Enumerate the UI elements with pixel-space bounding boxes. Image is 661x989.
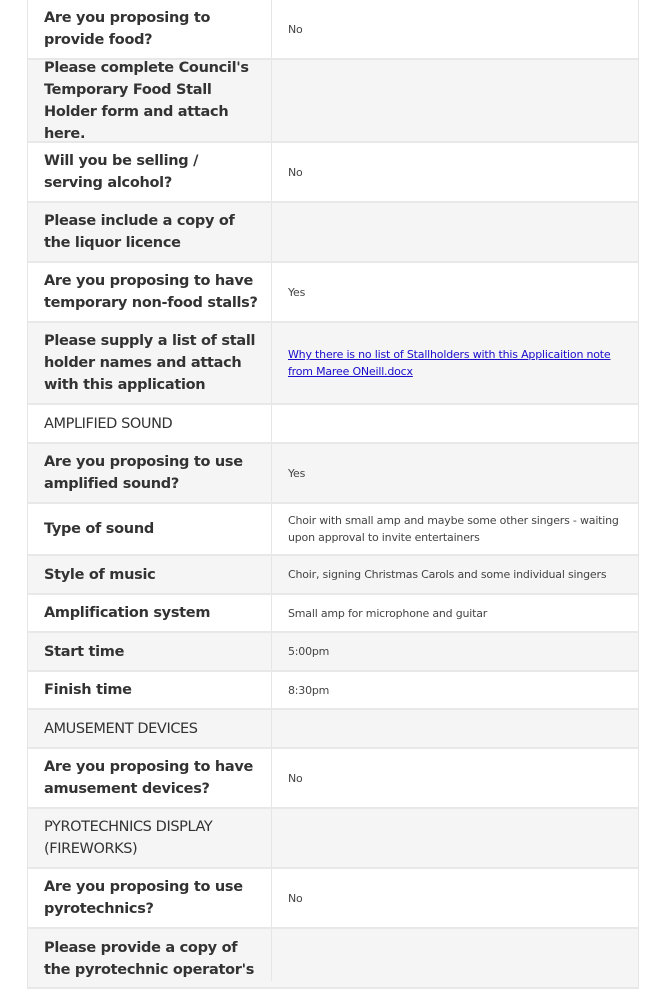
section-heading: AMPLIFIED SOUND — [28, 405, 272, 442]
row-label: Are you proposing to use pyrotechnics? — [28, 869, 272, 927]
table-row — [28, 869, 638, 929]
section-header-row — [28, 809, 638, 869]
section-header-row — [28, 710, 638, 749]
row-label: Style of music — [28, 556, 272, 593]
row-label: Start time — [28, 633, 272, 670]
row-label: Please complete Council's Temporary Food Stall Holder form and attach here. — [28, 60, 272, 141]
row-value: Small amp for microphone and guitar — [288, 606, 488, 620]
row-value — [272, 405, 638, 442]
table-row — [28, 672, 638, 710]
row-label: Finish time — [28, 672, 272, 708]
table-row — [28, 444, 638, 504]
table-row — [28, 323, 638, 405]
section-heading: AMUSEMENT DEVICES — [28, 710, 272, 747]
row-label: Type of sound — [28, 504, 272, 554]
row-label: Will you be selling / serving alcohol? — [28, 143, 272, 201]
table-row — [28, 595, 638, 633]
table-row — [28, 143, 638, 203]
row-value — [272, 323, 638, 403]
row-label: Are you proposing to have amusement devices? — [28, 749, 272, 807]
row-value: No — [288, 891, 303, 905]
row-value — [272, 710, 638, 747]
table-row — [28, 0, 638, 60]
row-value: Choir with small amp and maybe some other singers - waiting upon approval to invite entertainers — [288, 514, 619, 544]
row-label: Are you proposing to have temporary non-food stalls? — [28, 263, 272, 321]
row-label: Amplification system — [28, 595, 272, 631]
row-label: Please include a copy of the liquor licence — [28, 203, 272, 261]
row-label: Are you proposing to provide food? — [28, 0, 272, 58]
row-label: Are you proposing to use amplified sound? — [28, 444, 272, 502]
table-row — [28, 556, 638, 595]
table-row — [28, 633, 638, 672]
row-value: Yes — [288, 285, 306, 299]
row-value — [272, 809, 638, 867]
row-value — [272, 60, 638, 141]
row-value — [272, 203, 638, 261]
section-heading: PYROTECHNICS DISPLAY (FIREWORKS) — [28, 809, 272, 867]
row-value: Yes — [288, 466, 306, 480]
table-row — [28, 749, 638, 809]
table-row — [28, 929, 638, 989]
row-label: Please supply a list of stall holder names and attach with this application — [28, 323, 272, 403]
table-row — [28, 203, 638, 263]
row-label: Please provide a copy of the pyrotechnic operator's — [28, 929, 272, 981]
row-value: 8:30pm — [288, 683, 330, 697]
row-value: No — [288, 165, 303, 179]
table-row — [28, 60, 638, 143]
row-value: No — [288, 771, 303, 785]
application-details-table — [27, 0, 639, 989]
row-value: 5:00pm — [288, 645, 330, 658]
section-header-row — [28, 405, 638, 444]
row-value: Choir, signing Christmas Carols and some individual singers — [288, 568, 607, 581]
attachment-link[interactable]: Why there is no list of Stallholders with this Applicaition note from Maree ONeill.docx — [288, 348, 611, 378]
table-row — [28, 504, 638, 556]
table-row — [28, 263, 638, 323]
row-value: No — [288, 22, 303, 36]
